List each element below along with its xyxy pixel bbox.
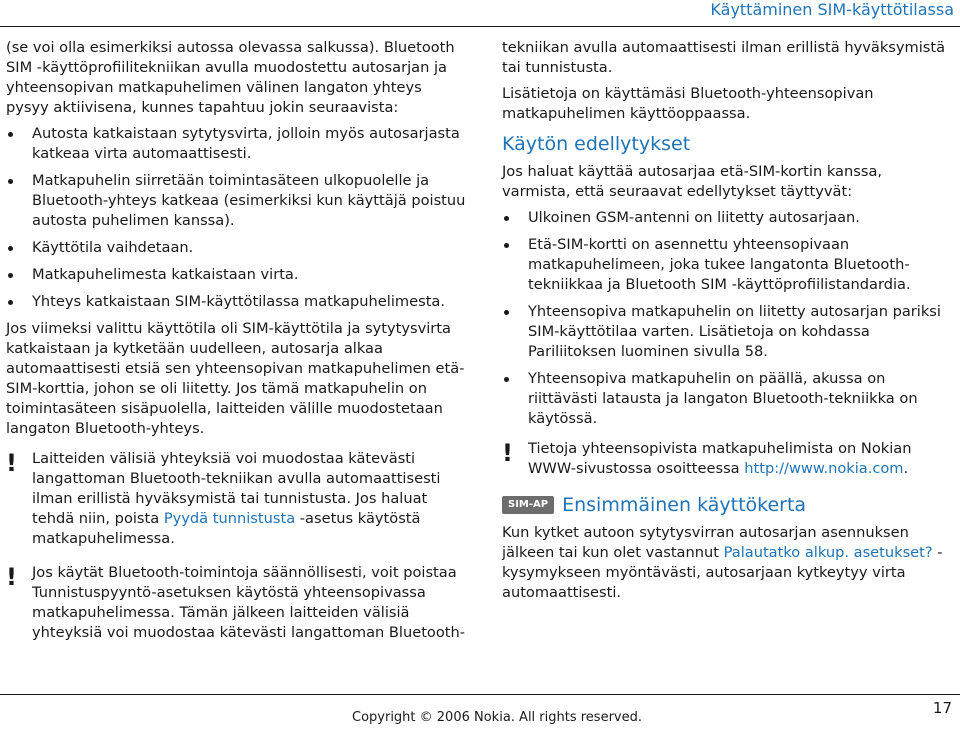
warning-icon: ! <box>6 449 17 477</box>
restore-settings-link[interactable]: Palautatko alkup. asetukset? <box>723 544 933 561</box>
first-use-text: Kun kytket autoon sytytysvirran autosarjan asennuksen jälkeen tai kun olet vastannut <box>502 524 909 561</box>
page-number: 17 <box>932 699 952 717</box>
intro-paragraph: (se voi olla esimerkiksi autossa olevassa salkussa). Bluetooth SIM -käyttöprofiilitekniikan avulla muodostettu autosarjan ja yhteensopivan matkapuhelimen välinen langaton yhteys pysyy aktiivisena, kunnes tapahtuu jokin seuraavista: <box>6 39 455 116</box>
running-header: Käyttäminen SIM-käyttötilassa <box>710 0 954 19</box>
note-auth-request <box>6 563 466 643</box>
list-item: Matkapuhelin siirretään toimintasäteen ulkopuolelle ja Bluetooth-yhteys katkeaa (esimerkiksi kun käyttäjä poistuu autosta puhelimen kanssa). <box>6 171 466 231</box>
first-use-text: -kysymykseen myöntävästi, autosarjaan kytkeytyy virta automaattisesti. <box>502 544 943 601</box>
disconnect-conditions-list <box>6 124 466 312</box>
copyright-notice: Copyright © 2006 Nokia. All rights reserved. <box>352 710 642 725</box>
list-item: Matkapuhelimesta katkaistaan virta. <box>6 265 466 285</box>
list-item: Ulkoinen GSM-antenni on liitetty autosarjaan. <box>502 208 954 228</box>
warning-icon: ! <box>6 563 17 591</box>
note-text: . <box>903 460 909 477</box>
first-use-heading-row <box>502 493 954 517</box>
warning-icon: ! <box>502 439 513 467</box>
list-item: Etä-SIM-kortti on asennettu yhteensopivaan matkapuhelimeen, joka tukee langatonta Bluetooth-tekniikkaa ja Bluetooth SIM -käyttöprofiilistandardia. <box>502 235 954 295</box>
note-compatible-phones <box>502 439 954 479</box>
prerequisites-heading: Käytön edellytykset <box>502 133 691 155</box>
note-text: Jos käytät Bluetooth-toimintoja säännöllisesti, voit poistaa Tunnistuspyyntö-asetuksen käytöstä yhteensopivassa matkapuhelimessa. Tämän jälkeen laitteiden välisiä yhteyksiä voi muodostaa kätevästi langattoman Bluetooth- <box>32 564 466 641</box>
right-column <box>502 38 954 609</box>
prerequisites-list <box>502 208 954 429</box>
prerequisites-intro: Jos haluat käyttää autosarjaa etä-SIM-kortin kanssa, varmista, että seuraavat edellytykset täyttyvät: <box>502 163 883 200</box>
note-text: Laitteiden välisiä yhteyksiä voi muodostaa kätevästi langattoman Bluetooth-tekniikan avulla automaattisesti ilman erillistä hyväksymistä tai tunnistusta. Jos haluat tehdä niin, poista <box>32 450 441 527</box>
reconnect-paragraph: Jos viimeksi valittu käyttötila oli SIM-käyttötila ja sytytysvirta katkaistaan ja kytketään uudelleen, autosarja alkaa automaattisesti etsiä sen yhteensopivan matkapuhelimen etä-SIM-korttia, johon se oli liitetty. Jos tämä matkapuhelin on toimintasäteen sisäpuolella, laitteiden välille muodostetaan langaton Bluetooth-yhteys. <box>6 320 465 437</box>
nokia-website-link[interactable]: http://www.nokia.com <box>744 460 904 477</box>
more-info-paragraph: Lisätietoja on käyttämäsi Bluetooth-yhteensopivan matkapuhelimen käyttöoppaassa. <box>502 85 874 122</box>
pyyda-tunnistusta-link[interactable]: Pyydä tunnistusta <box>163 510 296 527</box>
continued-paragraph: tekniikan avulla automaattisesti ilman erillistä hyväksymistä tai tunnistusta. <box>502 39 946 76</box>
list-item: Yhteensopiva matkapuhelin on liitetty autosarjan pariksi SIM-käyttötilaa varten. Lisätietoja on kohdassa Pariliitoksen luominen sivulla 58. <box>502 302 954 362</box>
first-use-heading: Ensimmäinen käyttökerta <box>562 494 807 516</box>
left-column <box>6 38 466 657</box>
header-rule <box>0 26 960 27</box>
list-item: Yhteensopiva matkapuhelin on päällä, akussa on riittävästi latausta ja langaton Bluetooth-tekniikka on käytössä. <box>502 369 954 429</box>
list-item: Autosta katkaistaan sytytysvirta, jolloin myös autosarjasta katkeaa virta automaattisesti. <box>6 124 466 164</box>
list-item: Käyttötila vaihdetaan. <box>6 238 466 258</box>
footer-rule <box>0 694 960 695</box>
note-text: Tietoja yhteensopivista matkapuhelimista on Nokian WWW-sivustossa osoitteessa <box>528 440 912 477</box>
note-text: -asetus käytöstä matkapuhelimessa. <box>32 510 421 547</box>
first-use-paragraph <box>502 523 954 603</box>
list-item: Yhteys katkaistaan SIM-käyttötilassa matkapuhelimesta. <box>6 292 466 312</box>
sim-ap-badge-icon: SIM-AP <box>502 496 554 514</box>
note-auto-connect <box>6 449 466 549</box>
